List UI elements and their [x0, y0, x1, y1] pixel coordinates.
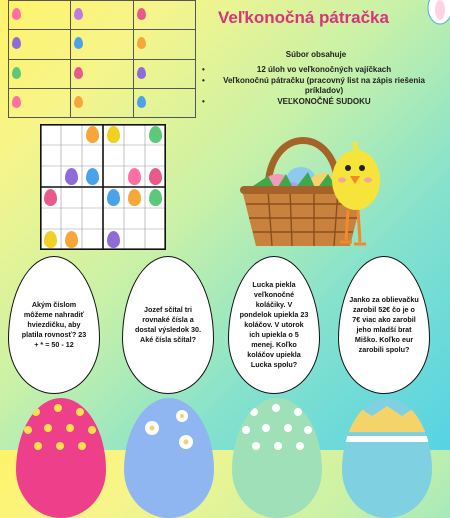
egg-icon	[65, 231, 78, 248]
answer-grid	[8, 0, 196, 118]
egg-icon	[137, 8, 146, 20]
task-text: Akým číslom môžeme nahradiť hviezdičku, aby platila rovnosť? 23 + * = 50 - 12	[21, 299, 87, 350]
egg-icon	[137, 96, 146, 108]
task-egg-2	[122, 256, 214, 394]
egg-icon	[12, 96, 21, 108]
sudoku-grid	[40, 124, 166, 250]
task-text: Janko za oblievačku zarobil 52€ čo je o 7€ viac ako zarobil jeho mladší brat Miško. Koľko eur zarobili spolu?	[349, 294, 419, 355]
egg-icon	[12, 67, 21, 79]
page-title: Veľkonočná pátračka	[218, 8, 389, 27]
egg-icon	[44, 189, 57, 206]
decorated-egg-icon	[342, 398, 432, 518]
decorated-egg-icon	[232, 398, 322, 518]
egg-icon	[128, 168, 141, 185]
task-egg-3	[228, 256, 320, 394]
egg-icon	[86, 126, 99, 143]
egg-icon	[65, 168, 78, 185]
egg-icon	[12, 8, 21, 20]
decorated-egg-icon	[16, 398, 106, 518]
egg-icon	[128, 189, 141, 206]
contents-item: • VEĽKONOČNÉ SUDOKU	[196, 97, 436, 108]
egg-icon	[44, 231, 57, 248]
egg-icon	[74, 37, 83, 49]
chick-icon	[328, 132, 388, 254]
contents-heading: Súbor obsahuje	[285, 50, 347, 59]
egg-icon	[74, 8, 83, 20]
task-text: Lucka piekla veľkonočné koláčiky. V pondelok upiekla 23 koláčov. V utorok ich upiekla o 5 menej. Koľko koláčov upiekla Lucka spolu?	[239, 279, 309, 370]
egg-icon	[107, 189, 120, 206]
easter-sudoku	[40, 124, 166, 250]
contents-item: • 12 úloh vo veľkonočných vajíčkach	[196, 65, 436, 76]
egg-icon	[12, 37, 21, 49]
contents-item: • Veľkonočnú pátračku (pracovný list na zápis riešenia príkladov)	[196, 76, 436, 98]
task-egg-1	[8, 256, 100, 394]
task-egg-4	[338, 256, 430, 394]
egg-icon	[149, 126, 162, 143]
egg-icon	[107, 126, 120, 143]
contents-list	[196, 65, 436, 108]
egg-icon	[137, 67, 146, 79]
contents-box	[196, 50, 436, 108]
egg-icon	[149, 189, 162, 206]
egg-icon	[74, 96, 83, 108]
egg-icon	[74, 67, 83, 79]
decorated-egg-icon	[124, 398, 214, 518]
egg-icon	[149, 168, 162, 185]
egg-icon	[107, 231, 120, 248]
task-text: Jozef sčítal tri rovnaké čísla a dostal výsledok 30. Aké čísla sčítal?	[135, 304, 201, 345]
egg-icon	[137, 37, 146, 49]
bunny-icon	[418, 0, 450, 30]
egg-icon	[86, 168, 99, 185]
